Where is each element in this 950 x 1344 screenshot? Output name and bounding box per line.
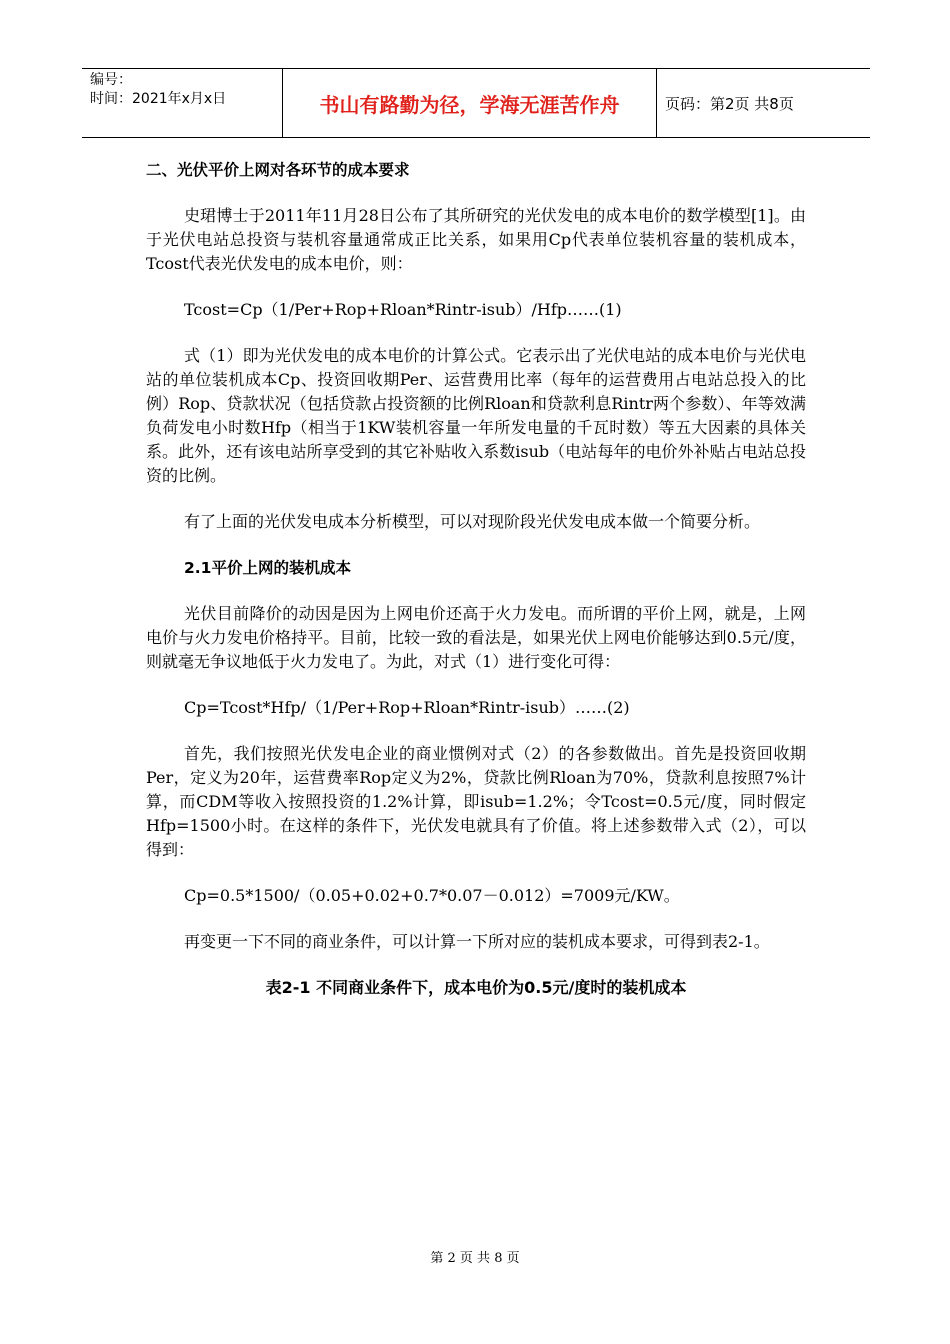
document-body bbox=[146, 158, 806, 1000]
doc-number-label: 编号： bbox=[90, 72, 132, 88]
header-page-info: 页码：第2页 共8页 bbox=[665, 94, 794, 113]
paragraph: 首先，我们按照光伏发电企业的商业惯例对式（2）的各参数做出。首先是投资回收期Per，定义为20年，运营费率Rop定义为2%，贷款比例Rloan为70%，贷款利息按照7%计算，而CDM等收入按照投资的1.2%计算，即isub=1.2%；令Tcost=0.5元/度，同时假定Hfp=1500小时。在这样的条件下，光伏发电就具有了价值。将上述参数带入式（2），可以得到： bbox=[146, 744, 806, 859]
page-footer: 第 2 页 共 8 页 bbox=[430, 1251, 520, 1266]
formula-2: Cp=Tcost*Hfp/（1/Per+Rop+Rloan*Rintr-isub）……(2) bbox=[184, 698, 630, 717]
section-title: 二、光伏平价上网对各环节的成本要求 bbox=[146, 161, 410, 179]
paragraph: 再变更一下不同的商业条件，可以计算一下所对应的装机成本要求，可得到表2-1。 bbox=[184, 932, 770, 951]
page-header bbox=[82, 68, 870, 138]
subsection-title: 2.1平价上网的装机成本 bbox=[184, 559, 351, 577]
formula-1: Tcost=Cp（1/Per+Rop+Rloan*Rintr-isub）/Hfp……(1) bbox=[184, 300, 622, 319]
paragraph: 有了上面的光伏发电成本分析模型，可以对现阶段光伏发电成本做一个简要分析。 bbox=[184, 512, 761, 531]
formula-3: Cp=0.5*1500/（0.05+0.02+0.7*0.07－0.012）=7009元/KW。 bbox=[184, 886, 680, 905]
header-left-cell bbox=[82, 69, 282, 137]
header-motto: 书山有路勤为径，学海无涯苦作舟 bbox=[282, 69, 657, 137]
table-caption: 表2-1 不同商业条件下，成本电价为0.5元/度时的装机成本 bbox=[265, 978, 687, 997]
date-line: 时间：2021年x月x日 bbox=[90, 91, 227, 107]
paragraph: 光伏目前降价的动因是因为上网电价还高于火力发电。而所谓的平价上网，就是，上网电价与火力发电价格持平。目前，比较一致的看法是，如果光伏上网电价能够达到0.5元/度，则就毫无争议地低于火力发电了。为此，对式（1）进行变化可得： bbox=[146, 604, 806, 671]
paragraph: 史珺博士于2011年11月28日公布了其所研究的光伏发电的成本电价的数学模型[1]。由于光伏电站总投资与装机容量通常成正比关系，如果用Cp代表单位装机容量的装机成本，Tcost代表光伏发电的成本电价，则： bbox=[146, 206, 806, 273]
paragraph: 式（1）即为光伏发电的成本电价的计算公式。它表示出了光伏电站的成本电价与光伏电站的单位装机成本Cp、投资回收期Per、运营费用比率（每年的运营费用占电站总投入的比例）Rop、贷款状况（包括贷款占投资额的比例Rloan和贷款利息Rintr两个参数）、年等效满负荷发电小时数Hfp（相当于1KW装机容量一年所发电量的千瓦时数）等五大因素的具体关系。此外，还有该电站所享受到的其它补贴收入系数isub（电站每年的电价外补贴占电站总投资的比例。 bbox=[146, 346, 806, 485]
